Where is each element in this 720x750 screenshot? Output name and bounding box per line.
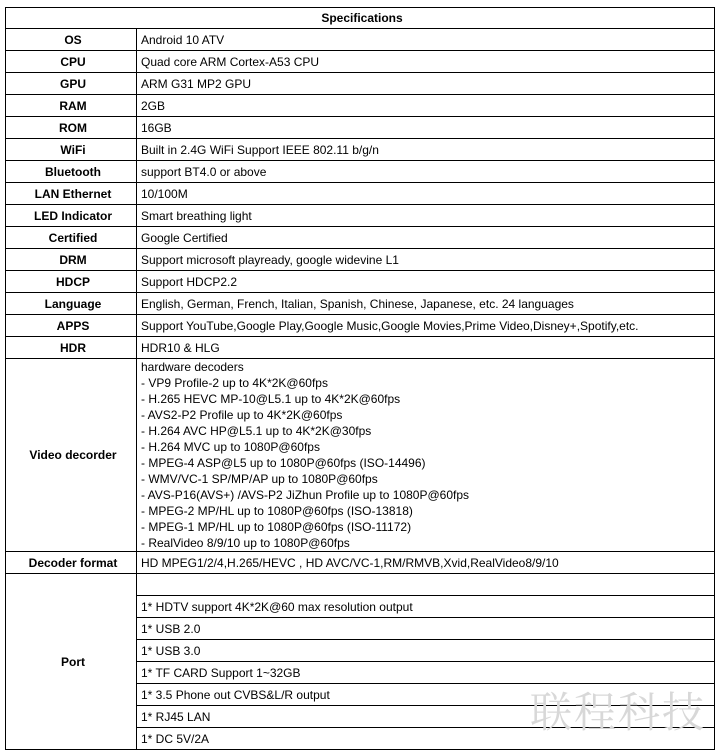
spec-label: RAM [6,95,137,117]
spec-label: Bluetooth [6,161,137,183]
spec-row-video [6,359,715,552]
spec-label: Port [6,574,137,750]
spec-value: HD MPEG1/2/4,H.265/HEVC , HD AVC/VC-1,RM/RMVB,Xvid,RealVideo8/9/10 [137,552,715,574]
video-decoder-line: - H.264 AVC HP@L5.1 up to 4K*2K@30fps [141,424,372,438]
spec-label: LAN Ethernet [6,183,137,205]
video-decoder-line: - H.265 HEVC MP-10@L5.1 up to 4K*2K@60fps [141,392,401,406]
video-decoder-line: - AVS-P16(AVS+) /AVS-P2 JiZhun Profile up to 1080P@60fps [141,488,470,502]
video-decoder-line: - MPEG-1 MP/HL up to 1080P@60fps (ISO-11172) [141,520,412,534]
port-blank-cell [137,574,715,596]
video-decoder-line: - MPEG-4 ASP@L5 up to 1080P@60fps (ISO-14496) [141,456,426,470]
video-decoder-line: - MPEG-2 MP/HL up to 1080P@60fps (ISO-13818) [141,504,413,518]
port-item: 1* USB 3.0 [137,640,715,662]
video-decoder-line: hardware decoders [141,360,244,374]
spec-value: Support HDCP2.2 [137,271,715,293]
spec-label: APPS [6,315,137,337]
spec-value: 10/100M [137,183,715,205]
spec-label: Certified [6,227,137,249]
spec-row [6,271,715,293]
spec-label: Decoder format [6,552,137,574]
port-item: 1* 3.5 Phone out CVBS&L/R output [137,684,715,706]
spec-label: GPU [6,73,137,95]
spec-value: English, German, French, Italian, Spanish, Chinese, Japanese, etc. 24 languages [137,293,715,315]
spec-label: DRM [6,249,137,271]
video-decoder-line: - VP9 Profile-2 up to 4K*2K@60fps [141,376,328,390]
specifications-table [5,7,715,750]
watermark-logo: 联程科技 [529,688,706,737]
spec-value: ARM G31 MP2 GPU [137,73,715,95]
spec-value: HDR10 & HLG [137,337,715,359]
spec-value: Google Certified [137,227,715,249]
spec-value: support BT4.0 or above [137,161,715,183]
spec-value: 2GB [137,95,715,117]
spec-row [6,139,715,161]
spec-value: Support microsoft playready, google widevine L1 [137,249,715,271]
video-decoder-line: - AVS2-P2 Profile up to 4K*2K@60fps [141,408,343,422]
spec-label: OS [6,29,137,51]
spec-row [6,249,715,271]
spec-label: LED Indicator [6,205,137,227]
spec-label: HDR [6,337,137,359]
video-decoder-line: - WMV/VC-1 SP/MP/AP up to 1080P@60fps [141,472,378,486]
table-title: Specifications [6,8,715,29]
spec-row [6,51,715,73]
spec-value: Quad core ARM Cortex-A53 CPU [137,51,715,73]
spec-row [6,227,715,249]
port-item: 1* TF CARD Support 1~32GB [137,662,715,684]
spec-label: CPU [6,51,137,73]
spec-row [6,183,715,205]
port-item: 1* USB 2.0 [137,618,715,640]
spec-row [6,205,715,227]
spec-value: Built in 2.4G WiFi Support IEEE 802.11 b/g/n [137,139,715,161]
spec-value: 16GB [137,117,715,139]
spec-value: Android 10 ATV [137,29,715,51]
spec-label: Video decorder [6,359,137,552]
port-item: 1* RJ45 LAN [137,706,715,728]
video-decoder-list [137,359,715,552]
spec-label: WiFi [6,139,137,161]
spec-label: Language [6,293,137,315]
spec-row [6,29,715,51]
spec-row [6,161,715,183]
spec-row [6,73,715,95]
spec-row-port-blank [6,574,715,596]
spec-value: Support YouTube,Google Play,Google Music,Google Movies,Prime Video,Disney+,Spotify,etc. [137,315,715,337]
spec-row [6,293,715,315]
spec-row [6,337,715,359]
spec-row [6,117,715,139]
port-item: 1* DC 5V/2A [137,728,715,750]
spec-label: HDCP [6,271,137,293]
video-decoder-line: - RealVideo 8/9/10 up to 1080P@60fps [141,536,350,550]
spec-row [6,95,715,117]
spec-row [6,315,715,337]
video-decoder-line: - H.264 MVC up to 1080P@60fps [141,440,320,454]
spec-label: ROM [6,117,137,139]
spec-row [6,552,715,574]
spec-value: Smart breathing light [137,205,715,227]
port-item: 1* HDTV support 4K*2K@60 max resolution output [137,596,715,618]
